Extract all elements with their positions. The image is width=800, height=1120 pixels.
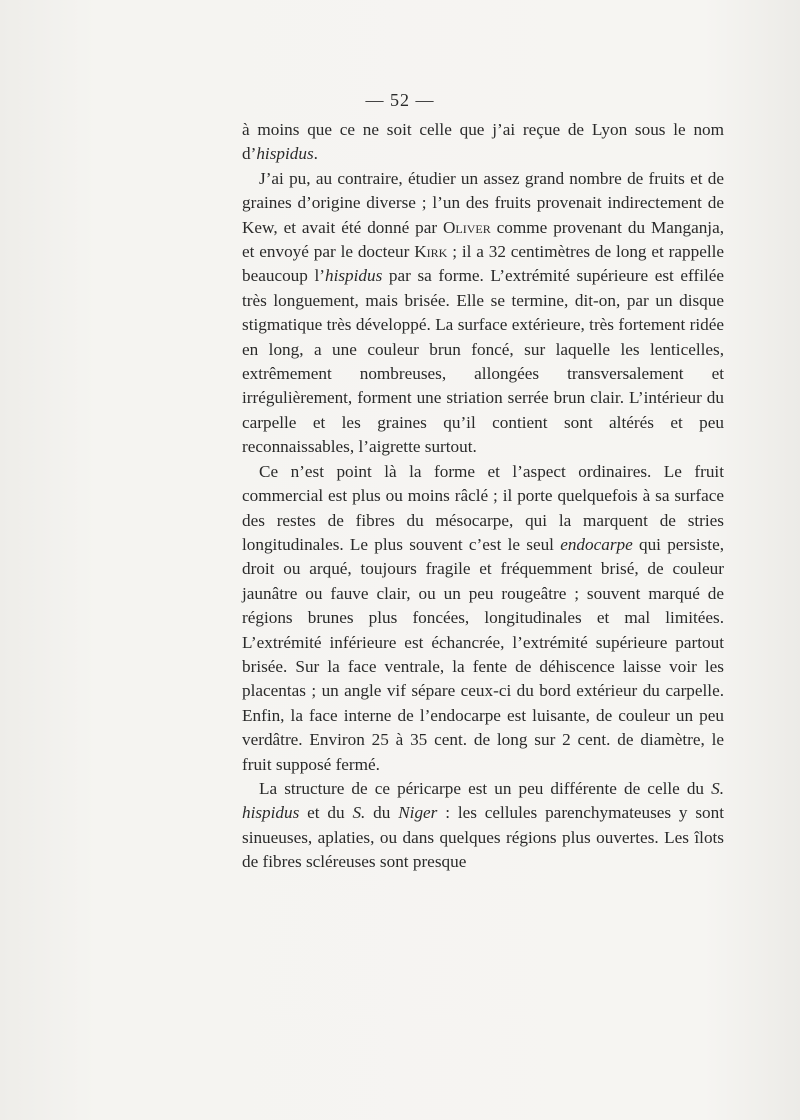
paragraph-4: La structure de ce péricarpe est un peu différente de celle du S. hispidus et du S. du Niger : les cellules parenchymateuses y sont sinueuses, aplaties, ou dans quelques régions plus ouvertes. Les îlots de fibres scléreuses sont presque — [242, 778, 725, 872]
paragraph-2: J’ai pu, au contraire, étudier un assez grand nombre de fruits et de graines d’origine diverse ; l’un des fruits provenait indirectement de Kew, et avait été donné par Oliver comme provenant du Manganja, et envoyé par le docteur Kirk ; il a 32 centimètres de long et rappelle beaucoup l’hispidus par sa forme. L’extrémité supérieure est effilée très longuement, mais brisée. Elle se termine, dit-on, par un disque stigmatique très développé. La surface extérieure, très fortement ridée en long, a une couleur brun foncé, sur laquelle les lenticelles, extrêmement nombreuses, allongées transversalement et irrégulièrement, forment une striation serrée brun clair. L’intérieur du carpelle et les graines qu’il contient sont altérés et peu reconnaissables, l’aigrette surtout. — [242, 168, 725, 457]
paragraph-1: à moins que ce ne soit celle que j’ai reçue de Lyon sous le nom d’hispidus. — [242, 120, 724, 164]
body-text — [242, 118, 724, 875]
author-oliver: Oliver — [443, 217, 491, 237]
page-number: — 52 — — [365, 90, 435, 110]
paragraph-3: Ce n’est point là la forme et l’aspect ordinaires. Le fruit commercial est plus ou moins râclé ; il porte quelquefois à sa surface des restes de fibres du mésocarpe, qui la marquent de stries longitudinales. Le plus souvent c’est le seul endocarpe qui persiste, droit ou arqué, toujours fragile et fréquemment brisé, de couleur jaunâtre ou fauve clair, ou un peu rougeâtre ; souvent marqué de régions brunes plus foncées, longitudinales et mal limitées. L’extrémité inférieure est échancrée, l’extrémité supérieure partout brisée. Sur la face ventrale, la fente de déhiscence laisse voir les placentas ; un angle vif sépare ceux-ci du bord extérieur du carpelle. Enfin, la face interne de l’endocarpe est luisante, de couleur un peu verdâtre. Environ 25 à 35 cent. de long sur 2 cent. de diamètre, le fruit supposé fermé. — [242, 461, 725, 774]
author-kirk: Kirk — [414, 242, 448, 262]
